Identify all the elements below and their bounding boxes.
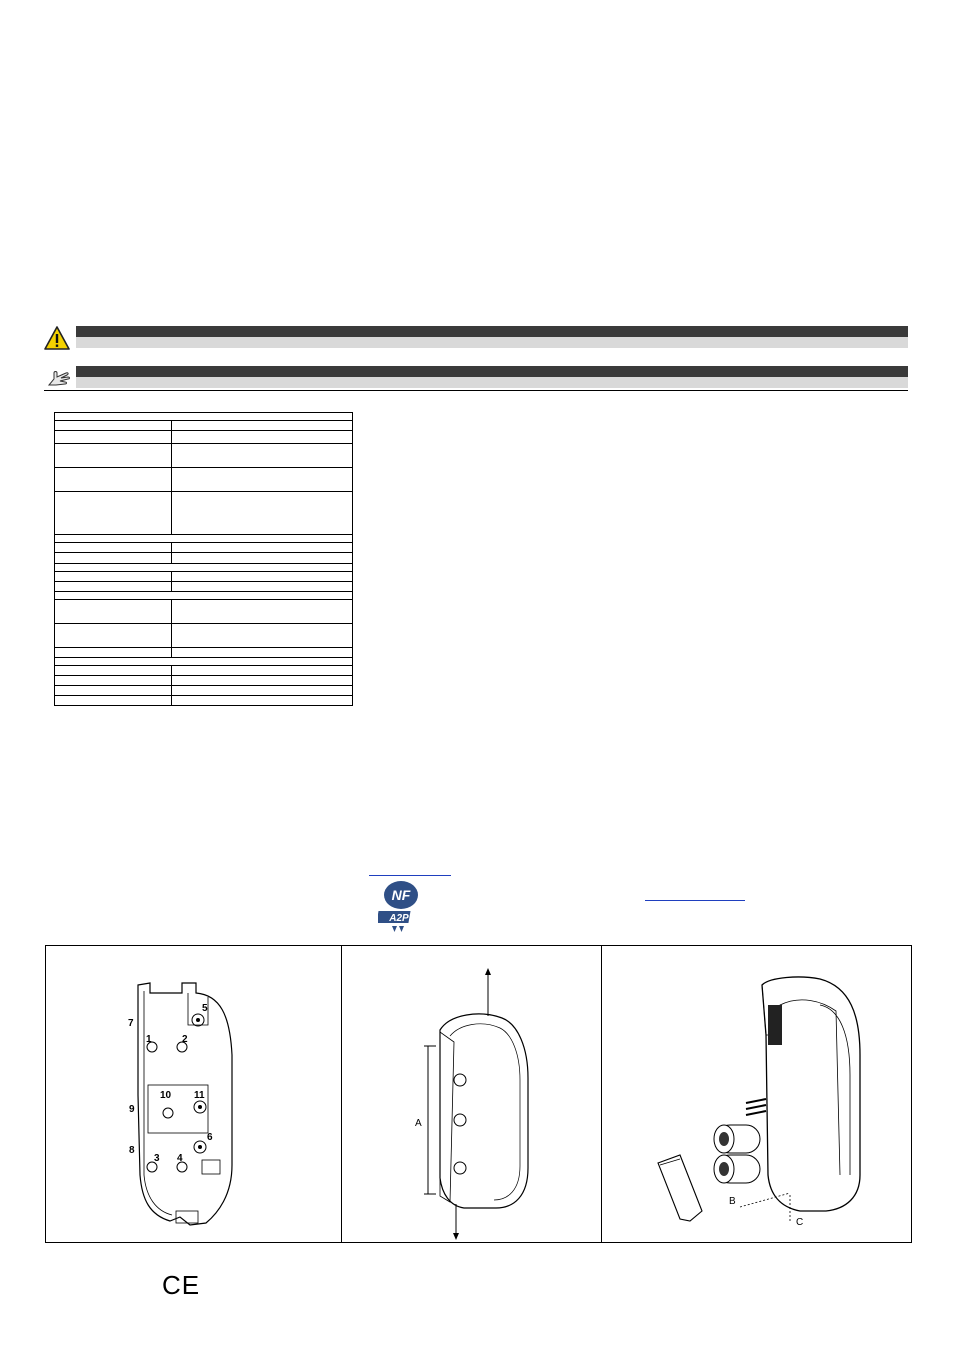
- nf-a2p-certification-logo: [378, 880, 424, 936]
- spec-label-cell: [55, 572, 172, 582]
- callout-11: 11: [194, 1090, 205, 1101]
- spec-value-cell: [172, 543, 353, 553]
- spec-table-row: [55, 413, 353, 421]
- spec-section-header-cell: [55, 592, 353, 600]
- spec-section-header-cell: [55, 564, 353, 572]
- spec-value-cell: [172, 600, 353, 624]
- web-link-underline-1[interactable]: [369, 875, 451, 876]
- spec-label-cell: [55, 431, 172, 444]
- spec-table-row: [55, 676, 353, 686]
- spec-label-cell: [55, 444, 172, 468]
- spec-label-cell: [55, 468, 172, 492]
- callout-4: 4: [177, 1153, 183, 1164]
- spec-value-cell: [172, 648, 353, 658]
- callout-b: B: [729, 1196, 736, 1207]
- spec-value-cell: [172, 431, 353, 444]
- callout-7: 7: [128, 1018, 134, 1029]
- spec-section-header-cell: [55, 535, 353, 543]
- callout-a: A: [415, 1118, 422, 1129]
- callout-c: C: [796, 1217, 804, 1228]
- spec-label-cell: [55, 648, 172, 658]
- spec-value-cell: [172, 696, 353, 706]
- warning-icon: [44, 326, 70, 350]
- spec-label-cell: [55, 624, 172, 648]
- spec-table-row: [55, 492, 353, 535]
- spec-value-cell: [172, 553, 353, 564]
- spec-label-cell: [55, 696, 172, 706]
- spec-label-cell: [55, 492, 172, 535]
- spec-table-row: [55, 666, 353, 676]
- specification-table: [54, 412, 353, 706]
- spec-table-row: [55, 592, 353, 600]
- spec-value-cell: [172, 492, 353, 535]
- pointing-hand-icon: [46, 367, 72, 389]
- spec-value-cell: [172, 624, 353, 648]
- detector-side-drawing: [410, 968, 560, 1240]
- spec-value-cell: [172, 468, 353, 492]
- spec-label-cell: [55, 666, 172, 676]
- spec-table-row: [55, 553, 353, 564]
- callout-9: 9: [129, 1104, 135, 1115]
- spec-value-cell: [172, 444, 353, 468]
- spec-label-cell: [55, 421, 172, 431]
- callout-6: 6: [207, 1132, 213, 1143]
- spec-label-cell: [55, 686, 172, 696]
- ce-mark: CE: [162, 1270, 201, 1300]
- spec-table-row: [55, 421, 353, 431]
- spec-table-row: [55, 431, 353, 444]
- spec-table-row: [55, 543, 353, 553]
- spec-table-row: [55, 582, 353, 592]
- spec-table-row: [55, 624, 353, 648]
- spec-table-row: [55, 600, 353, 624]
- spec-value-cell: [172, 686, 353, 696]
- spec-table-row: [55, 686, 353, 696]
- spec-label-cell: [55, 543, 172, 553]
- spec-table-row: [55, 564, 353, 572]
- web-link-underline-2[interactable]: [645, 900, 745, 901]
- spec-table-row: [55, 444, 353, 468]
- spec-value-cell: [172, 666, 353, 676]
- spec-value-cell: [172, 582, 353, 592]
- nf-logo-text: NF: [391, 887, 411, 903]
- spec-table-row: [55, 658, 353, 666]
- callout-3: 3: [154, 1153, 160, 1164]
- spec-value-cell: [172, 572, 353, 582]
- spec-table-row: [55, 572, 353, 582]
- spec-label-cell: [55, 600, 172, 624]
- callout-1: 1: [146, 1034, 152, 1045]
- callout-2: 2: [182, 1034, 188, 1045]
- spec-table-row: [55, 696, 353, 706]
- spec-table-row: [55, 535, 353, 543]
- callout-10: 10: [160, 1090, 172, 1101]
- spec-section-header-cell: [55, 658, 353, 666]
- spec-value-cell: [172, 421, 353, 431]
- a2p-logo-text: A2P: [389, 913, 409, 924]
- spec-label-cell: [55, 582, 172, 592]
- spec-label-cell: [55, 553, 172, 564]
- spec-value-cell: [172, 676, 353, 686]
- battery-insertion-drawing: [650, 975, 870, 1235]
- spec-table-row: [55, 468, 353, 492]
- spec-label-cell: [55, 676, 172, 686]
- callout-5: 5: [202, 1003, 208, 1014]
- spec-table-row: [55, 648, 353, 658]
- spec-section-header-cell: [55, 413, 353, 421]
- callout-8: 8: [129, 1145, 135, 1156]
